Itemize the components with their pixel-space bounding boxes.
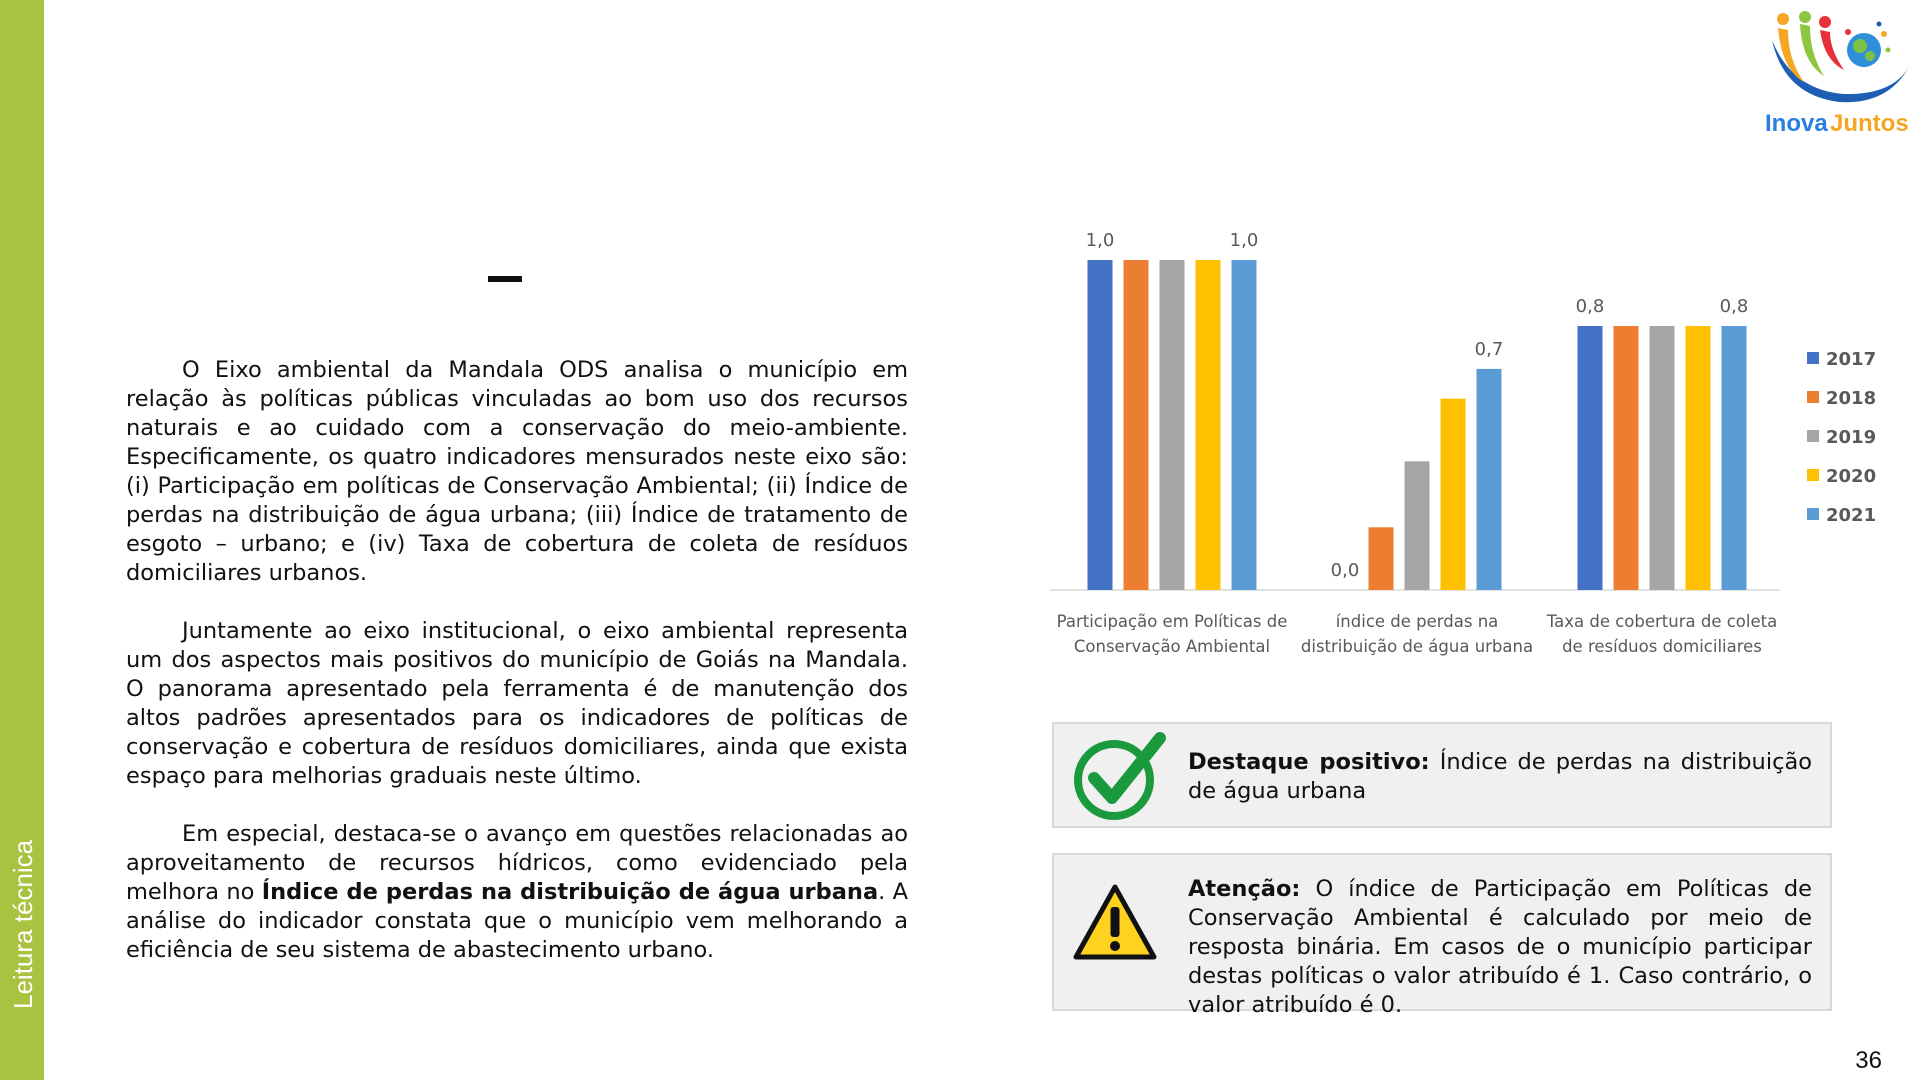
logo-text-inova: Inova xyxy=(1765,110,1828,137)
body-text xyxy=(126,356,908,994)
body-paragraph: Juntamente ao eixo institucional, o eixo ambiental representa um dos aspectos mais positivos do município de Goiás na Mandala. O panorama apresentado pela ferramenta é de manutenção dos altos padrões apresentados para os indicadores de políticas de conservação e cobertura de resíduos domiciliares, ainda que exista espaço para melhorias graduais neste último. xyxy=(126,618,908,789)
callout-attention xyxy=(1052,853,1832,1018)
bar-2019 xyxy=(1650,326,1675,590)
legend-swatch xyxy=(1807,352,1819,364)
bar-2019 xyxy=(1160,260,1185,590)
bar-2018 xyxy=(1124,260,1149,590)
checkmark-icon xyxy=(1072,730,1168,826)
sidebar-label: Leitura técnica xyxy=(8,839,38,1009)
bar-2021 xyxy=(1722,326,1747,590)
data-label: 0,0 xyxy=(1330,560,1360,581)
callout-positive xyxy=(1052,722,1832,828)
bar-2017 xyxy=(1578,326,1603,590)
legend-label: 2020 xyxy=(1826,466,1877,487)
legend-swatch xyxy=(1807,391,1819,403)
logo-text-juntos: Juntos xyxy=(1830,110,1909,137)
sidebar-band xyxy=(0,0,44,1080)
bar-chart xyxy=(1040,225,1900,665)
section-title-dash xyxy=(488,276,522,282)
category-label: índice de perdas na xyxy=(1335,612,1499,631)
highlight-indicator: Índice de perdas na distribuição de água urbana xyxy=(261,879,879,905)
legend-label: 2017 xyxy=(1826,349,1877,370)
legend-label: 2018 xyxy=(1826,388,1877,409)
legend-swatch xyxy=(1807,430,1819,442)
legend-swatch xyxy=(1807,469,1819,481)
bar-chart-svg xyxy=(1040,225,1900,665)
bar-2020 xyxy=(1441,399,1466,590)
body-paragraph: Em especial, destaca-se o avanço em questões relacionadas ao aproveitamento de recursos hídricos, como evidenciado pela melhora no Índice de perdas na distribuição de água urbana. A análise do indicador constata que o município vem melhorando a eficiência de seu sistema de abastecimento urbano. xyxy=(126,821,908,963)
category-label: Taxa de cobertura de coleta xyxy=(1546,612,1778,631)
legend-swatch xyxy=(1807,508,1819,520)
page-number: 36 xyxy=(1855,1047,1882,1074)
data-label: 1,0 xyxy=(1229,230,1259,251)
legend-label: 2021 xyxy=(1826,505,1877,526)
category-label: distribuição de água urbana xyxy=(1300,637,1534,656)
bar-2017 xyxy=(1088,260,1113,590)
bar-2021 xyxy=(1232,260,1257,590)
callout-positive-text: Destaque positivo: Índice de perdas na distribuição de água urbana xyxy=(1188,749,1812,804)
data-label: 0,7 xyxy=(1474,338,1504,360)
bar-2021 xyxy=(1477,369,1502,590)
body-paragraph: O Eixo ambiental da Mandala ODS analisa o município em relação às políticas públicas vinculadas ao bom uso dos recursos naturais e ao cuidado com a conservação do meio-ambiente. Especificamente, os quatro indicadores mensurados neste eixo são: (i) Participação em políticas de Conservação Ambiental; (ii) Índice de perdas na distribuição de água urbana; (iii) Índice de tratamento de esgoto – urbano; e (iv) Taxa de cobertura de coleta de resíduos domiciliares urbanos. xyxy=(126,357,908,586)
data-label: 1,0 xyxy=(1085,230,1115,251)
callout-attention-text: Atenção: O índice de Participação em Políticas de Conservação Ambiental é calculado por meio de resposta binária. Em casos de o município participar destas políticas o valor atribuído é 1. Caso contrário, o valor atribuído é 0. xyxy=(1188,876,1812,1018)
category-label: Participação em Políticas de xyxy=(1056,612,1288,631)
bar-2020 xyxy=(1686,326,1711,590)
category-label: Conservação Ambiental xyxy=(1073,637,1271,656)
category-label: de resíduos domiciliares xyxy=(1562,637,1762,656)
inovajuntos-logo xyxy=(1764,10,1914,138)
bar-2019 xyxy=(1405,461,1430,590)
data-label: 0,8 xyxy=(1575,296,1605,317)
legend-label: 2019 xyxy=(1826,427,1877,448)
warning-icon xyxy=(1072,883,1158,967)
bar-2020 xyxy=(1196,260,1221,590)
bar-2018 xyxy=(1369,527,1394,590)
bar-2018 xyxy=(1614,326,1639,590)
data-label: 0,8 xyxy=(1719,296,1749,317)
